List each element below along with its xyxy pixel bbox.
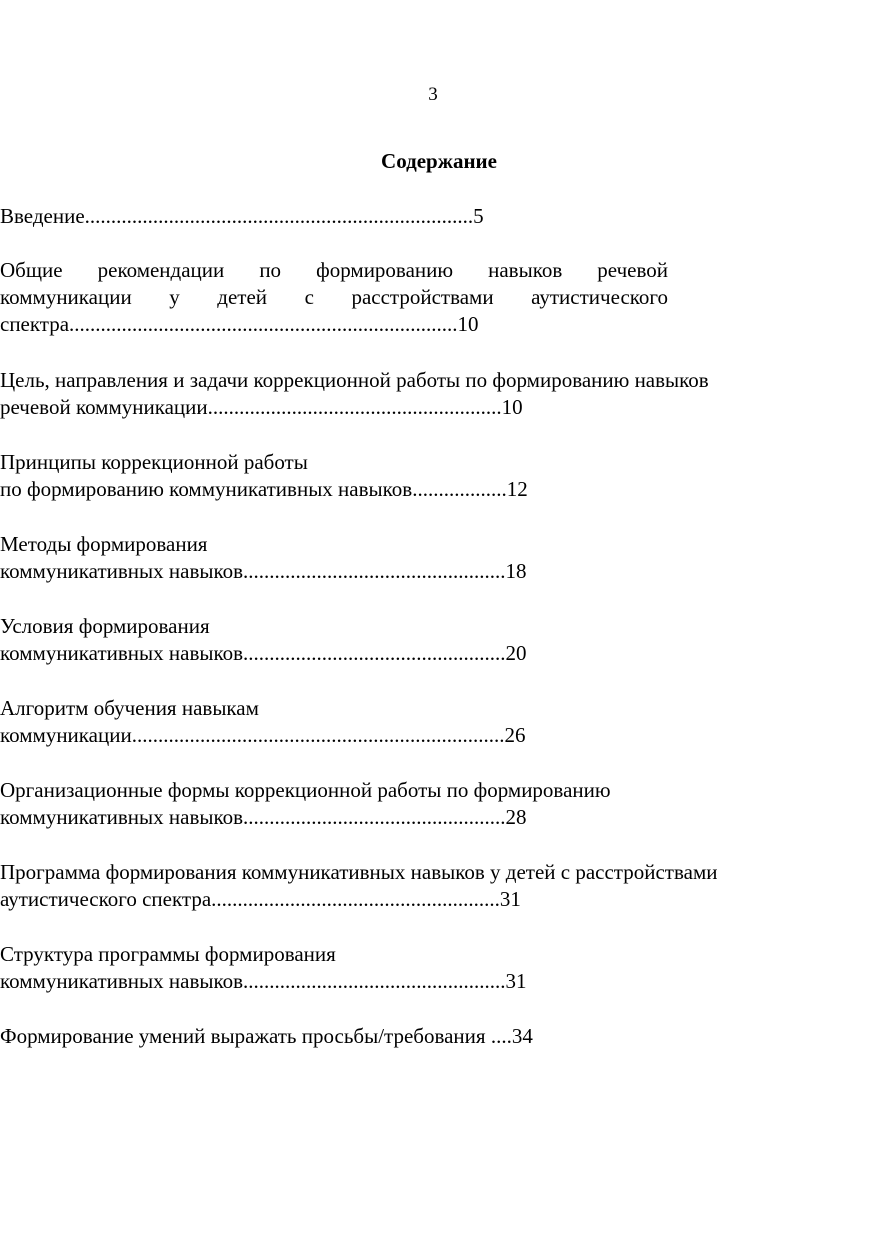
toc-entry-line: Алгоритм обучения навыкам [0, 696, 259, 720]
toc-entry-requests-skills[interactable] [0, 1023, 870, 1050]
toc-entry-general-recommendations[interactable] [0, 257, 870, 338]
toc-entry-line: Методы формирования [0, 532, 208, 556]
toc-entry-line: спектра..........................................................................10 [0, 312, 479, 336]
toc-entry-line: коммуникативных навыков..................................................18 [0, 559, 527, 583]
toc-entry-line: коммуникативных навыков..................................................28 [0, 805, 527, 829]
toc-entry-line: Введение..........................................................................5 [0, 204, 484, 228]
toc-entry-line: Условия формирования [0, 614, 210, 638]
toc-entry-line: коммуникации.......................................................................26 [0, 723, 526, 747]
toc-entry-line: Формирование умений выражать просьбы/требования ....34 [0, 1024, 533, 1048]
toc-entry-goals-and-tasks[interactable] [0, 367, 870, 421]
toc-entry-algorithm[interactable] [0, 695, 870, 749]
toc-entry-line: Принципы коррекционной работы [0, 450, 308, 474]
toc-entry-organizational-forms[interactable] [0, 777, 870, 831]
toc-entry-line: Структура программы формирования [0, 942, 336, 966]
toc-entry-methods[interactable] [0, 531, 870, 585]
toc-entry-line: Программа формирования коммуникативных навыков у детей с расстройствами [0, 860, 718, 884]
toc-entry-line: коммуникативных навыков..................................................31 [0, 969, 527, 993]
toc-entry-principles[interactable] [0, 449, 870, 503]
toc-entry-line: коммуникации у детей с расстройствами аутистического [0, 285, 668, 309]
toc-entry-line: Организационные формы коррекционной работы по формированию [0, 778, 611, 802]
toc-entry-program[interactable] [0, 859, 870, 913]
page-title: Содержание [381, 149, 497, 173]
toc-entry-line: аутистического спектра.......................................................31 [0, 887, 521, 911]
toc-entry-line: речевой коммуникации........................................................10 [0, 395, 523, 419]
toc-entry-line: Общие рекомендации по формированию навыков речевой [0, 258, 668, 282]
toc-entry-line: Цель, направления и задачи коррекционной работы по формированию навыков [0, 368, 709, 392]
toc-entry-line: по формированию коммуникативных навыков..................12 [0, 477, 528, 501]
toc-entry-program-structure[interactable] [0, 941, 870, 995]
page-number: 3 [428, 84, 438, 105]
table-of-contents [0, 203, 870, 1078]
toc-entry-line: коммуникативных навыков..................................................20 [0, 641, 527, 665]
toc-entry-conditions[interactable] [0, 613, 870, 667]
toc-entry-introduction[interactable] [0, 203, 870, 230]
